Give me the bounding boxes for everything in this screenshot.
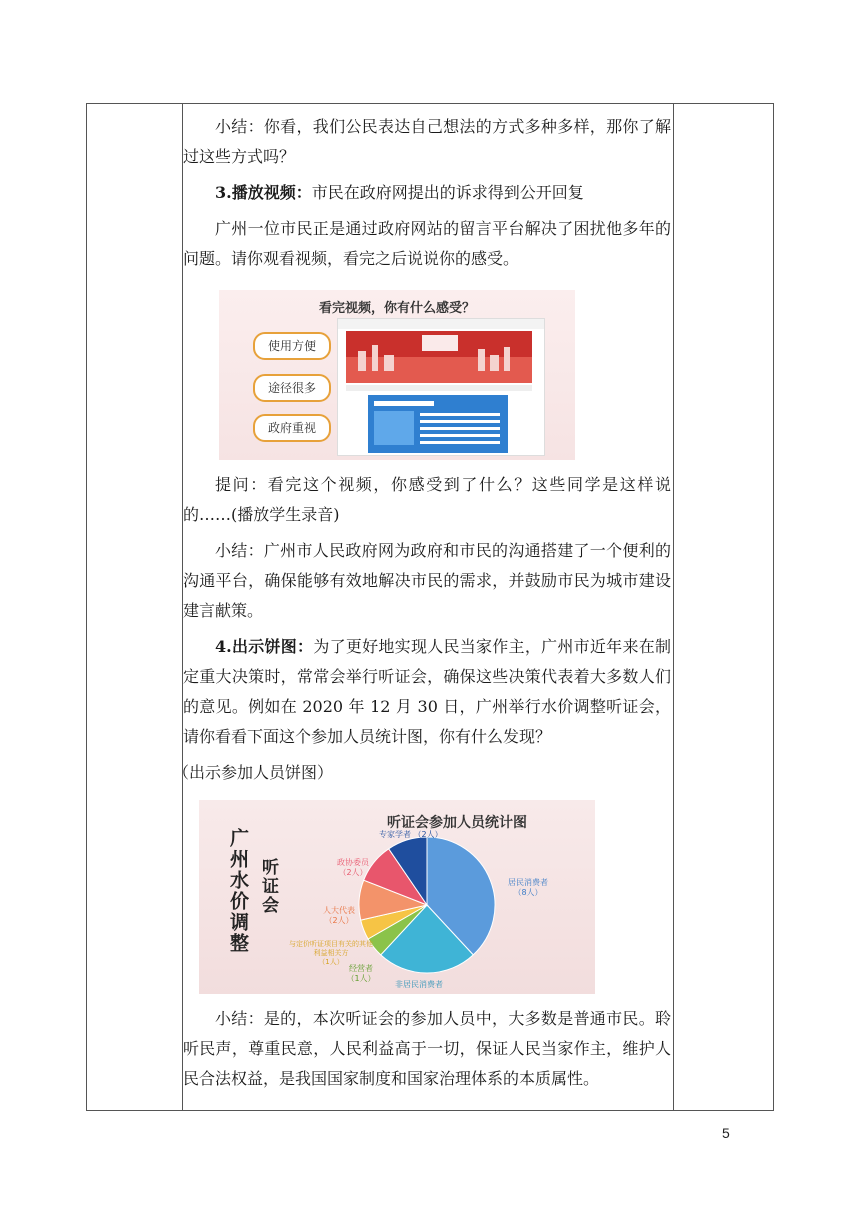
slice-label-cppcc-count: （2人） xyxy=(338,868,368,877)
slice-label-npc-name: 人大代表 xyxy=(323,906,355,915)
slice-label-operators xyxy=(339,964,383,984)
page-number: 5 xyxy=(722,1125,730,1141)
column-divider-right xyxy=(673,104,674,1110)
document-table xyxy=(86,103,774,1111)
slice-label-cppcc-name: 政协委员 xyxy=(337,858,369,867)
pie-intro: （出示参加人员饼图） xyxy=(173,763,334,782)
slice-label-experts-count: （2人） xyxy=(413,830,443,839)
step-3 xyxy=(183,178,671,208)
pie-figure xyxy=(199,800,595,994)
slice-label-stakeholders xyxy=(289,940,373,967)
step-4-text: 为了更好地实现人民当家作主，广州市近年来在制定重大决策时，常常会举行听证会，确保这些决策代表着大多数人们的意见。例如在 2020 年 12 月 30 日，广州举行水价调整听证会，请你看看下面这个参加人员统计图，你有什么发现？ xyxy=(183,637,671,746)
slice-label-stakeholders-count: （1人） xyxy=(318,958,344,966)
website-screenshot-image xyxy=(338,319,544,455)
step-4 xyxy=(183,632,671,752)
video-option-1: 使用方便 xyxy=(253,332,331,360)
slice-label-nonresident: 非居民消费者 xyxy=(395,980,443,989)
slice-label-operators-name: 经营者 xyxy=(349,964,373,973)
video-figure-title: 看完视频，你有什么感受？ xyxy=(318,301,475,316)
slice-label-stakeholders-name: 与定价听证项目有关的其他利益相关方 xyxy=(289,940,373,957)
slice-label-resident xyxy=(503,878,553,898)
question: 提问：看完这个视频，你感受到了什么？这些同学是这样说的……(播放学生录音) xyxy=(183,475,671,524)
slice-label-experts-name: 专家学者 xyxy=(379,830,411,839)
pie-side-label-1: 广州水价调整 xyxy=(227,828,249,954)
video-intro: 广州一位市民正是通过政府网站的留言平台解决了困扰他多年的问题。请你观看视频，看完之后说说你的感受。 xyxy=(183,219,671,268)
slice-label-resident-name: 居民消费者 xyxy=(508,878,548,887)
slice-label-cppcc xyxy=(331,858,375,878)
pie-figure-title: 听证会参加人员统计图 xyxy=(387,815,527,831)
content-cell xyxy=(173,112,671,1094)
website-screenshot xyxy=(337,318,545,456)
slice-label-operators-count: （1人） xyxy=(346,974,376,983)
step-3-text: 市民在政府网提出的诉求得到公开回复 xyxy=(311,183,584,202)
pie-side-label-2: 听证会 xyxy=(258,858,278,915)
summary-2: 小结：广州市人民政府网为政府和市民的沟通搭建了一个便利的沟通平台，确保能够有效地解决市民的需求，并鼓励市民为城市建设建言献策。 xyxy=(183,541,671,620)
summary-3: 小结：是的，本次听证会的参加人员中，大多数是普通市民。聆听民声，尊重民意，人民利益高于一切，保证人民当家作主，维护人民合法权益，是我国国家制度和国家治理体系的本质属性。 xyxy=(183,1009,671,1088)
slice-label-npc xyxy=(317,906,361,926)
summary-1: 小结：你看，我们公民表达自己想法的方式多种多样，那你了解过这些方式吗？ xyxy=(183,117,671,166)
video-figure xyxy=(219,290,575,460)
slice-label-npc-count: （2人） xyxy=(324,916,354,925)
video-option-2: 途径很多 xyxy=(253,374,331,402)
step-4-label: 4.出示饼图： xyxy=(215,637,314,656)
video-option-3: 政府重视 xyxy=(253,414,331,442)
step-3-label: 3.播放视频： xyxy=(215,183,312,202)
slice-label-resident-count: （8人） xyxy=(513,888,543,897)
slice-label-experts xyxy=(379,830,443,840)
